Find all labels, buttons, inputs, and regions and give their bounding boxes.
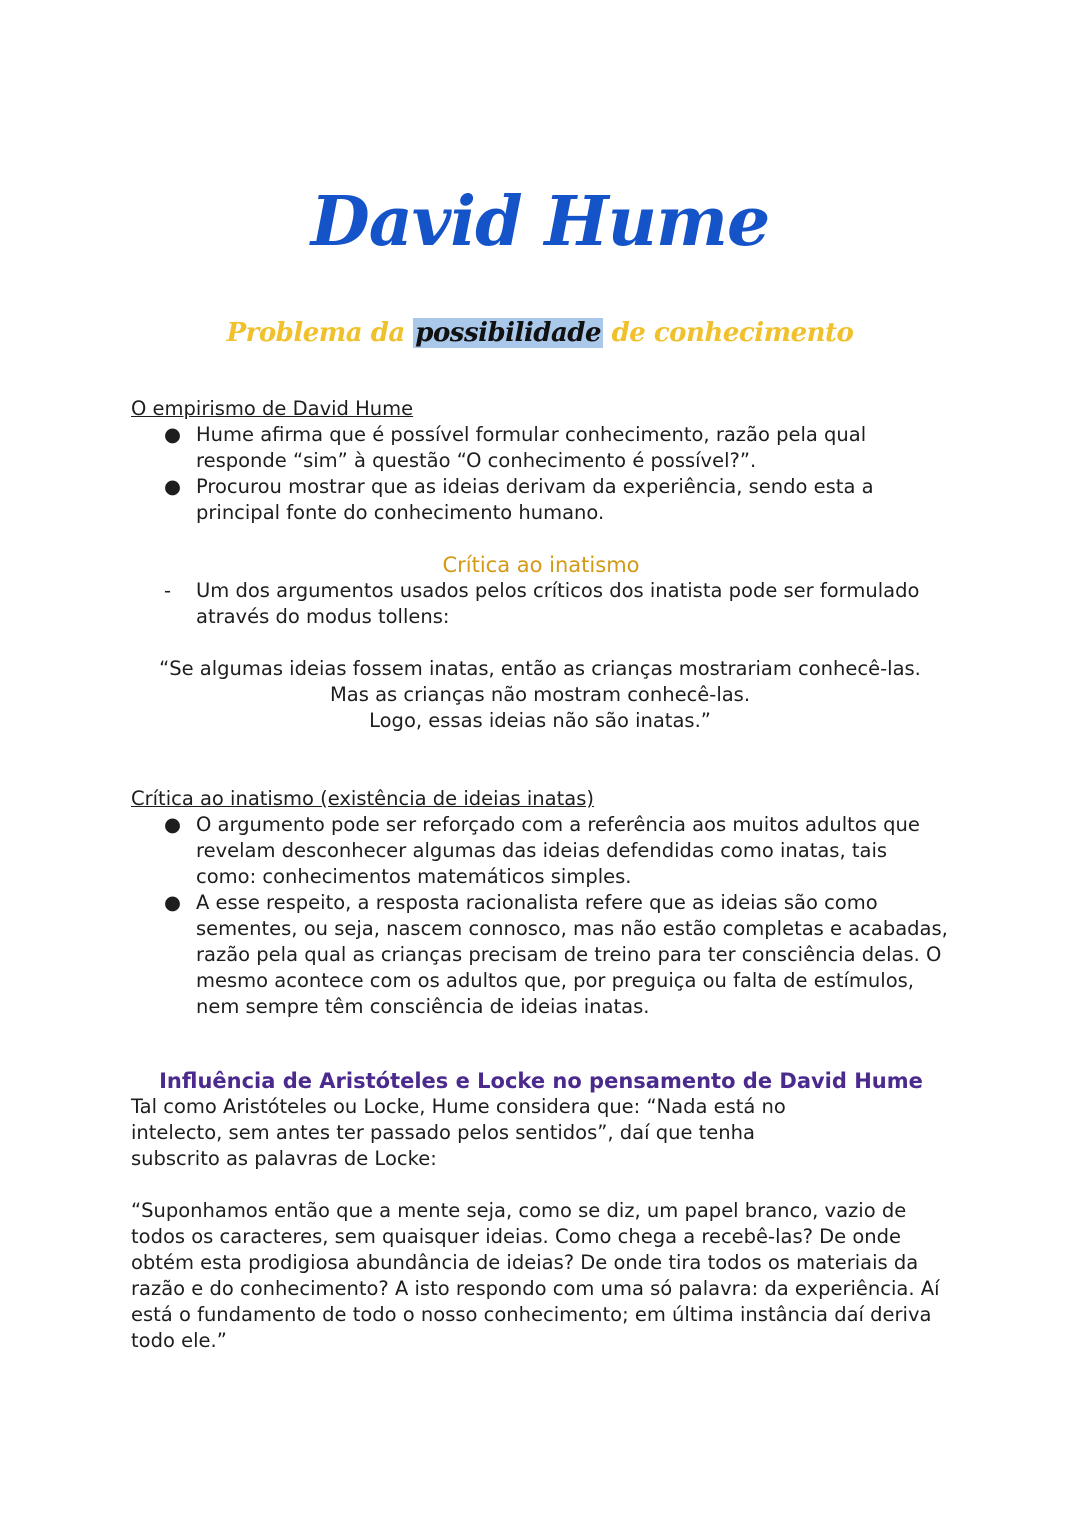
bullet-list: [131, 812, 951, 1020]
section-heading: O empirismo de David Hume: [131, 397, 414, 420]
bullet-dot-icon: ●: [164, 475, 182, 498]
section-heading: Influência de Aristóteles e Locke no pensamento de David Hume: [159, 1069, 923, 1093]
bullet-dot-icon: ●: [164, 813, 182, 836]
dash-list: [131, 578, 951, 630]
quote-line: Mas as crianças não mostram conhecê-las.: [329, 683, 751, 706]
section-ideias-inatas: [131, 786, 951, 1020]
subtitle-before: Problema da: [226, 318, 414, 348]
list-item: ● A esse respeito, a resposta racionalista refere que as ideias são como sementes, ou seja, nascem connosco, mas não estão completas e acabadas, razão pela qual as crianças precisam de treino para ter consciência delas. O mesmo acontece com os adultos que, por preguiça ou falta de estímulos, nem sempre têm consciência de ideias inatas.: [164, 891, 948, 1018]
bullet-dot-icon: ●: [164, 891, 182, 914]
subtitle-highlight: possibilidade: [415, 318, 602, 348]
list-item: ● Procurou mostrar que as ideias derivam da experiência, sendo esta a principal fonte do conhecimento humano.: [164, 475, 874, 524]
subtitle-after: de conhecimento: [603, 318, 854, 348]
quote-line: Logo, essas ideias não são inatas.”: [369, 709, 711, 732]
list-item: - Um dos argumentos usados pelos críticos dos inatista pode ser formulado através do modus tollens:: [164, 579, 920, 628]
bullet-dot-icon: ●: [164, 423, 182, 446]
quote-line: “Se algumas ideias fossem inatas, então as crianças mostrariam conhecê-las.: [159, 657, 921, 680]
section-intro: Tal como Aristóteles ou Locke, Hume considera que: “Nada está no intelecto, sem antes ter passado pelos sentidos”, daí que tenha subscrito as palavras de Locke:: [131, 1095, 786, 1170]
page-title: David Hume: [310, 182, 770, 262]
locke-quote: “Suponhamos então que a mente seja, como se diz, um papel branco, vazio de todos os caracteres, sem quaisquer ideias. Como chega a recebê-las? De onde obtém esta prodigiosa abundância de ideias? De onde tira todos os materiais da razão e do conhecimento? A isto respondo com uma só palavra: da experiência. Aí está o fundamento de todo o nosso conhecimento; em última instância daí deriva todo ele.”: [131, 1199, 940, 1352]
section-influencia: [131, 1068, 951, 1354]
list-item: ● Hume afirma que é possível formular conhecimento, razão pela qual responde “sim” à questão “O conhecimento é possível?”.: [164, 423, 867, 472]
section-critica-inatismo: [131, 552, 951, 630]
section-heading: Crítica ao inatismo: [442, 553, 640, 577]
section-heading: Crítica ao inatismo (existência de ideias inatas): [131, 787, 594, 810]
section-empirismo: [131, 396, 951, 526]
dash-mark-icon: -: [164, 579, 172, 602]
list-item: ● O argumento pode ser reforçado com a referência aos muitos adultos que revelam desconhecer algumas das ideias defendidas como inatas, tais como: conhecimentos matemáticos simples.: [164, 813, 920, 888]
bullet-list: [131, 422, 951, 526]
page-subtitle: [0, 318, 1080, 348]
modus-tollens-quote: [100, 656, 980, 734]
